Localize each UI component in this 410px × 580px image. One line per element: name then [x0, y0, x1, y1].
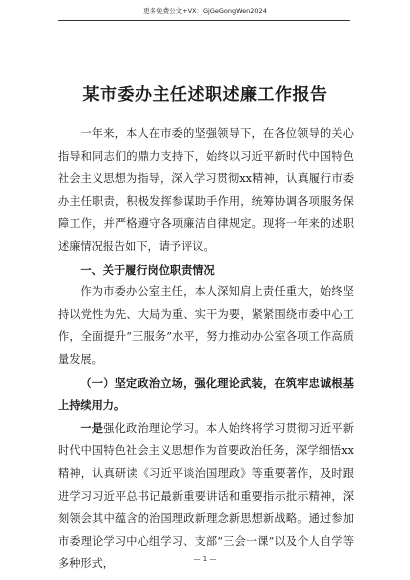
section-heading: 一、关于履行岗位职责情况 [80, 262, 215, 277]
header-divider [58, 20, 350, 21]
section-intro-paragraph: 作为市委办公室主任，本人深知肩上责任重大，始终坚持以党性为先、大局为重、实干为要，紧紧围绕市委中心工作，全面提升“三服务”水平，努力推动办公室各项工作高质量发展。 [58, 285, 354, 366]
paragraph-lead: 一是 [80, 420, 104, 435]
page-number: — 1 — [193, 555, 217, 563]
document-body [58, 123, 354, 576]
document-title: 某市委办主任述职述廉工作报告 [82, 85, 328, 105]
body-paragraph [58, 417, 354, 576]
page-header: 更多免费公文+VX：GjGeGongWen2024 [143, 7, 267, 15]
intro-paragraph: 一年来，本人在市委的坚强领导下，在各位领导的关心指导和同志们的鼎力支持下，始终以习近平新时代中国特色社会主义思想为指导，深入学习贯彻xx精神，认真履行市委办主任职责，积极发挥参谋助手作用，统筹协调各项服务保障工作，并严格遵守各项廉洁自律规定。现将一年来的述职述廉情况报告如下，请予评议。 [58, 127, 354, 253]
subsection-heading: （一）坚定政治立场，强化理论武装，在筑牢忠诚根基上持续用力。 [58, 375, 354, 413]
paragraph-text: 强化政治理论学习。本人始终将学习贯彻习近平新时代中国特色社会主义思想作为首要政治任务，深学细悟xx精神，认真研读《习近平谈治国理政》等重要著作，及时跟进学习习近平总书记最新重要讲话和重要指示批示精神，深刻领会其中蕴含的治国理政新理念新思想新战略。通过参加市委理论学习中心组学习、支部“三会一课”以及个人自学等多种形式， [58, 421, 354, 571]
